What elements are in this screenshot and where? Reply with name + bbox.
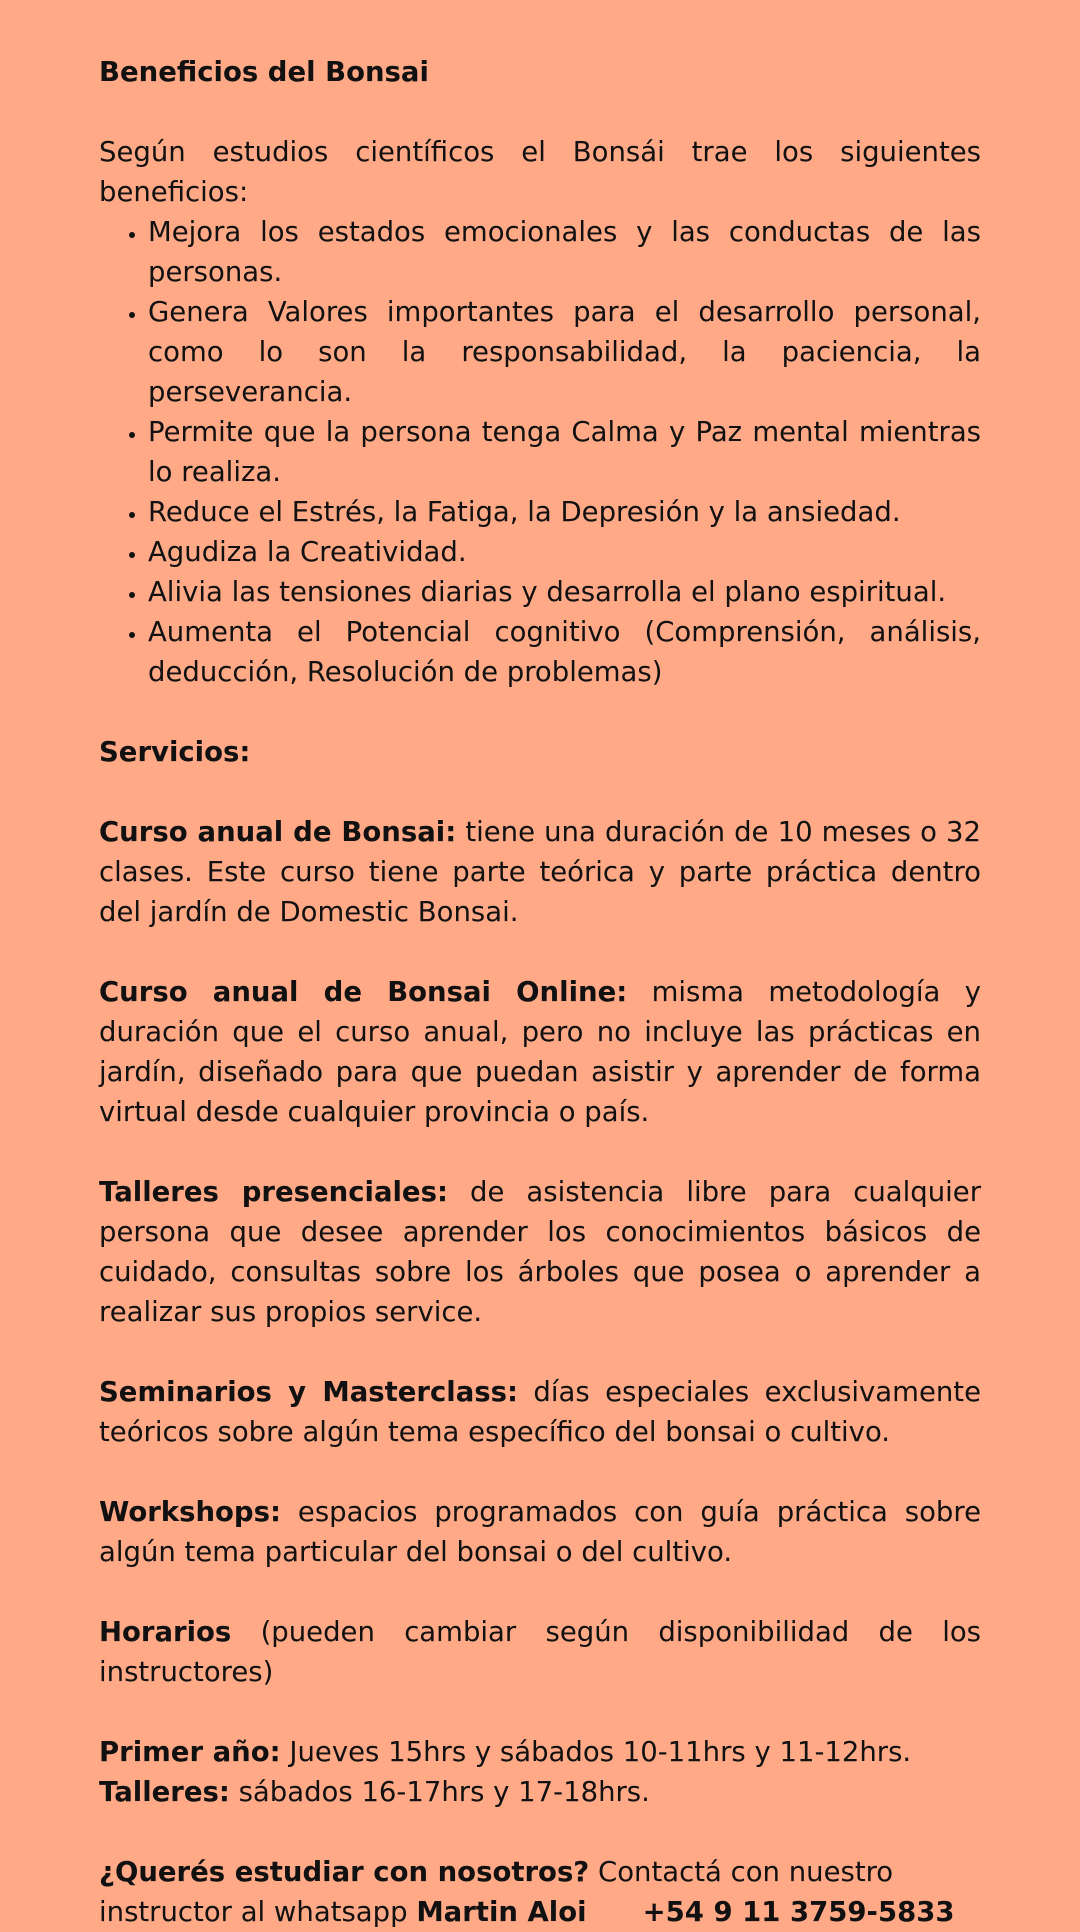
list-item: • Reduce el Estrés, la Fatiga, la Depresión y la ansiedad. [148,492,981,532]
schedule-value: Jueves 15hrs y sábados 10-11hrs y 11-12hrs. [280,1736,912,1768]
service-description: de asistencia libre para cualquier persona que desee aprender los conocimientos básicos de cuidado, consultas sobre los árboles que posea o aprender a realizar sus propios service. [99,1176,981,1328]
whatsapp-phone: +54 9 11 3759-5833 [642,1896,955,1928]
list-item: • Genera Valores importantes para el desarrollo personal, como lo son la responsabilidad, la paciencia, la perseverancia. [148,292,981,412]
list-item: • Permite que la persona tenga Calma y Paz mental mientras lo realiza. [148,412,981,492]
instructor-name: Martin Aloi [416,1896,587,1928]
service-name: Talleres presenciales: [99,1176,448,1208]
service-name: Curso anual de Bonsai: [99,816,457,848]
service-annual-course [99,812,981,932]
contact-paragraph [99,1852,981,1932]
schedule-workshops [99,1772,981,1812]
schedule-title: Horarios [99,1616,232,1648]
document-body [99,52,981,1932]
page-title: Beneficios del Bonsai [99,56,429,88]
service-description: tiene una duración de 10 meses o 32 clases. Este curso tiene parte teórica y parte práctica dentro del jardín de Domestic Bonsai. [99,816,981,928]
service-workshops-in-person [99,1172,981,1332]
service-workshops [99,1492,981,1572]
service-name: Curso anual de Bonsai Online: [99,976,628,1008]
schedule-first-year [99,1732,981,1772]
benefits-list [99,212,981,692]
service-description: días especiales exclusivamente teóricos sobre algún tema específico del bonsai o cultivo. [99,1376,981,1448]
service-online-course [99,972,981,1132]
contact-text: Contactá con nuestro instructor al whatsapp [99,1856,894,1928]
service-description: misma metodología y duración que el curso anual, pero no incluye las prácticas en jardín, diseñado para que puedan asistir y aprender de forma virtual desde cualquier provincia o país. [99,976,981,1128]
list-item: • Aumenta el Potencial cognitivo (Comprensión, análisis, deducción, Resolución de problemas) [148,612,981,692]
service-seminars [99,1372,981,1452]
contact-question: ¿Querés estudiar con nosotros? [99,1856,590,1888]
schedule-label: Primer año: [99,1736,281,1768]
schedule-value: sábados 16-17hrs y 17-18hrs. [229,1776,650,1808]
list-item: • Agudiza la Creatividad. [148,532,981,572]
list-item: • Mejora los estados emocionales y las conductas de las personas. [148,212,981,292]
schedule-label: Talleres: [99,1776,230,1808]
intro-text: Según estudios científicos el Bonsái trae los siguientes beneficios: [99,136,981,208]
schedule-note: (pueden cambiar según disponibilidad de los instructores) [99,1616,981,1688]
service-description: espacios programados con guía práctica sobre algún tema particular del bonsai o del cultivo. [99,1496,981,1568]
service-name: Seminarios y Masterclass: [99,1376,519,1408]
list-item: • Alivia las tensiones diarias y desarrolla el plano espiritual. [148,572,981,612]
service-name: Workshops: [99,1496,281,1528]
schedule-heading [99,1612,981,1692]
services-heading: Servicios: [99,736,251,768]
